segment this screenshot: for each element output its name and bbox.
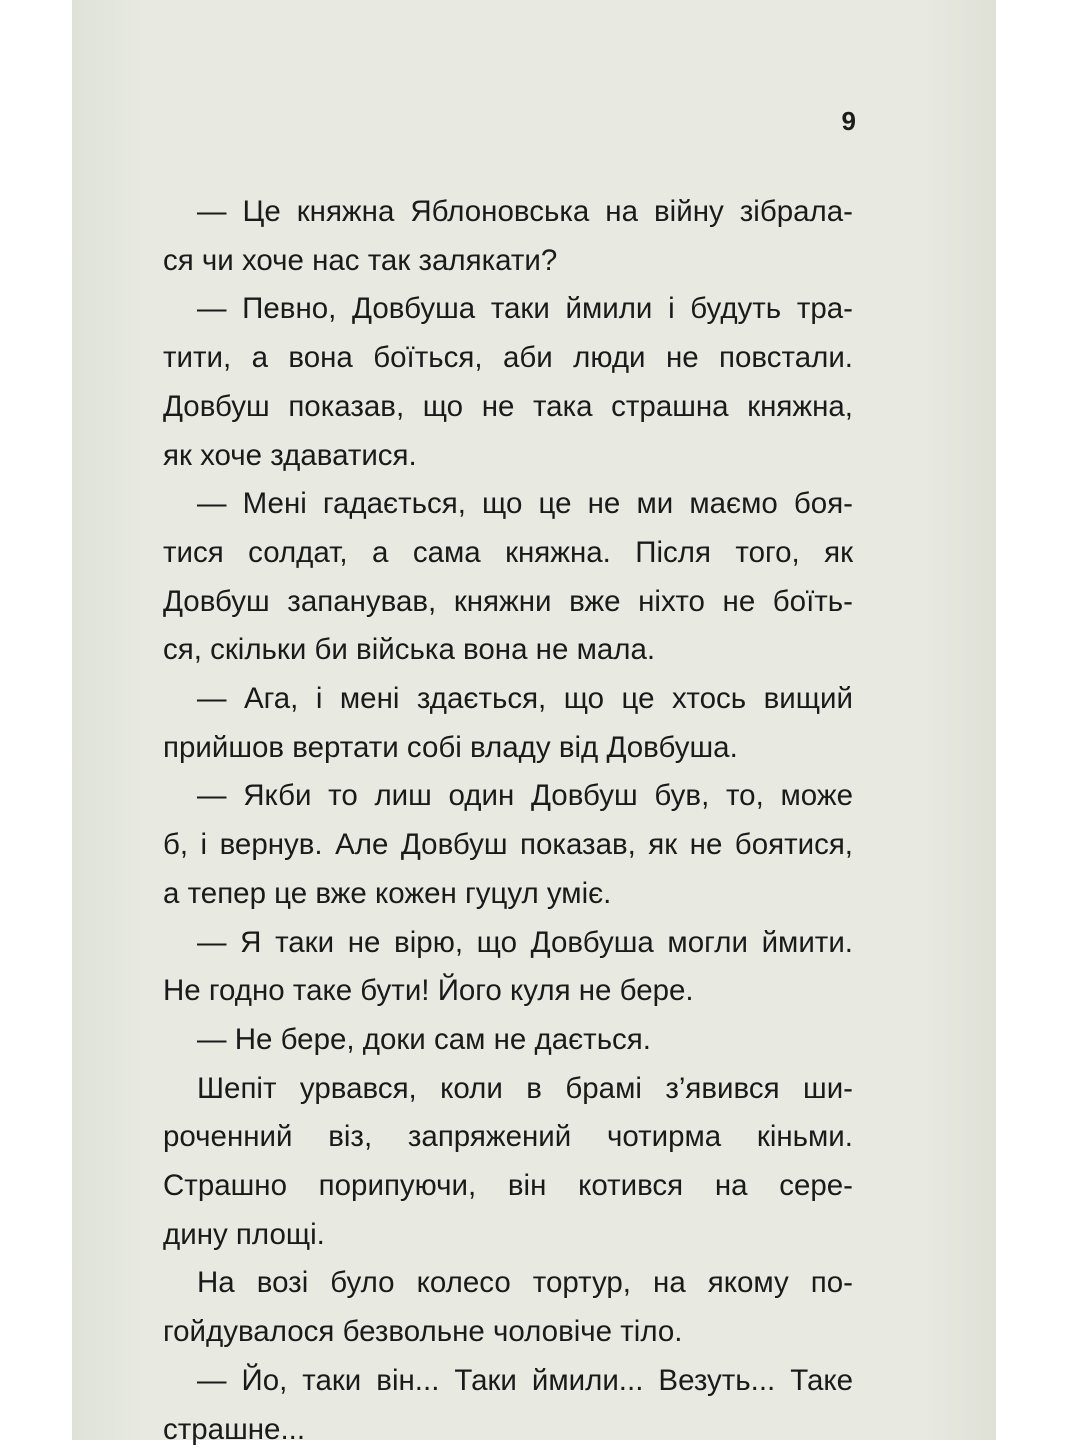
text-line: ся, скільки би війська вона не мала.	[163, 633, 656, 667]
book-page	[72, 0, 996, 1446]
text-line: а тепер це вже кожен гуцул уміє.	[163, 876, 612, 910]
text-line: Довбуш запанував, княжни вже ніхто не боїть-	[163, 584, 853, 618]
text-line: Страшно порипуючи, він котився на сере-	[163, 1169, 853, 1203]
text-line: ся чи хоче нас так залякати?	[163, 243, 558, 277]
text-line: На возі було колесо тортур, на якому по-	[197, 1266, 853, 1300]
text-line: — Певно, Довбуша таки ймили і будуть тра-	[197, 292, 853, 326]
text-line: — Йо, таки він... Таки ймили... Везуть... Таке	[197, 1363, 853, 1397]
text-line: роченний віз, запряжений чотирма кіньми.	[163, 1120, 853, 1154]
text-line: — Я таки не вірю, що Довбуша могли ймити.	[197, 925, 853, 959]
text-line: як хоче здаватися.	[163, 438, 417, 472]
text-line: б, і вернув. Але Довбуш показав, як не боятися,	[163, 828, 853, 862]
text-line: Шепіт урвався, коли в брамі з’явився ши-	[197, 1071, 853, 1105]
page-number: 9	[841, 106, 856, 136]
text-line: прийшов вертати собі владу від Довбуша.	[163, 730, 738, 764]
body-text	[163, 188, 853, 1454]
text-line: тити, а вона боїться, аби люди не повстали.	[163, 341, 853, 375]
text-line: — Ага, і мені здається, що це хтось вищий	[197, 682, 853, 716]
text-line: — Якби то лиш один Довбуш був, то, може	[197, 779, 853, 813]
text-line: Довбуш показав, що не така страшна княжна,	[163, 389, 853, 423]
text-line: — Мені гадається, що це не ми маємо боя-	[197, 487, 853, 521]
text-line: дину площі.	[163, 1217, 325, 1251]
text-line: — Не бере, доки сам не дається.	[197, 1022, 651, 1056]
text-line: страшне...	[163, 1412, 306, 1446]
text-line: — Це княжна Яблоновська на війну зібрала-	[197, 195, 853, 228]
text-line: гойдувалося безвольне чоловіче тіло.	[163, 1315, 683, 1349]
text-line: тися солдат, а сама княжна. Після того, як	[163, 535, 853, 569]
text-line: Не годно таке бути! Його куля не бере.	[163, 974, 694, 1008]
